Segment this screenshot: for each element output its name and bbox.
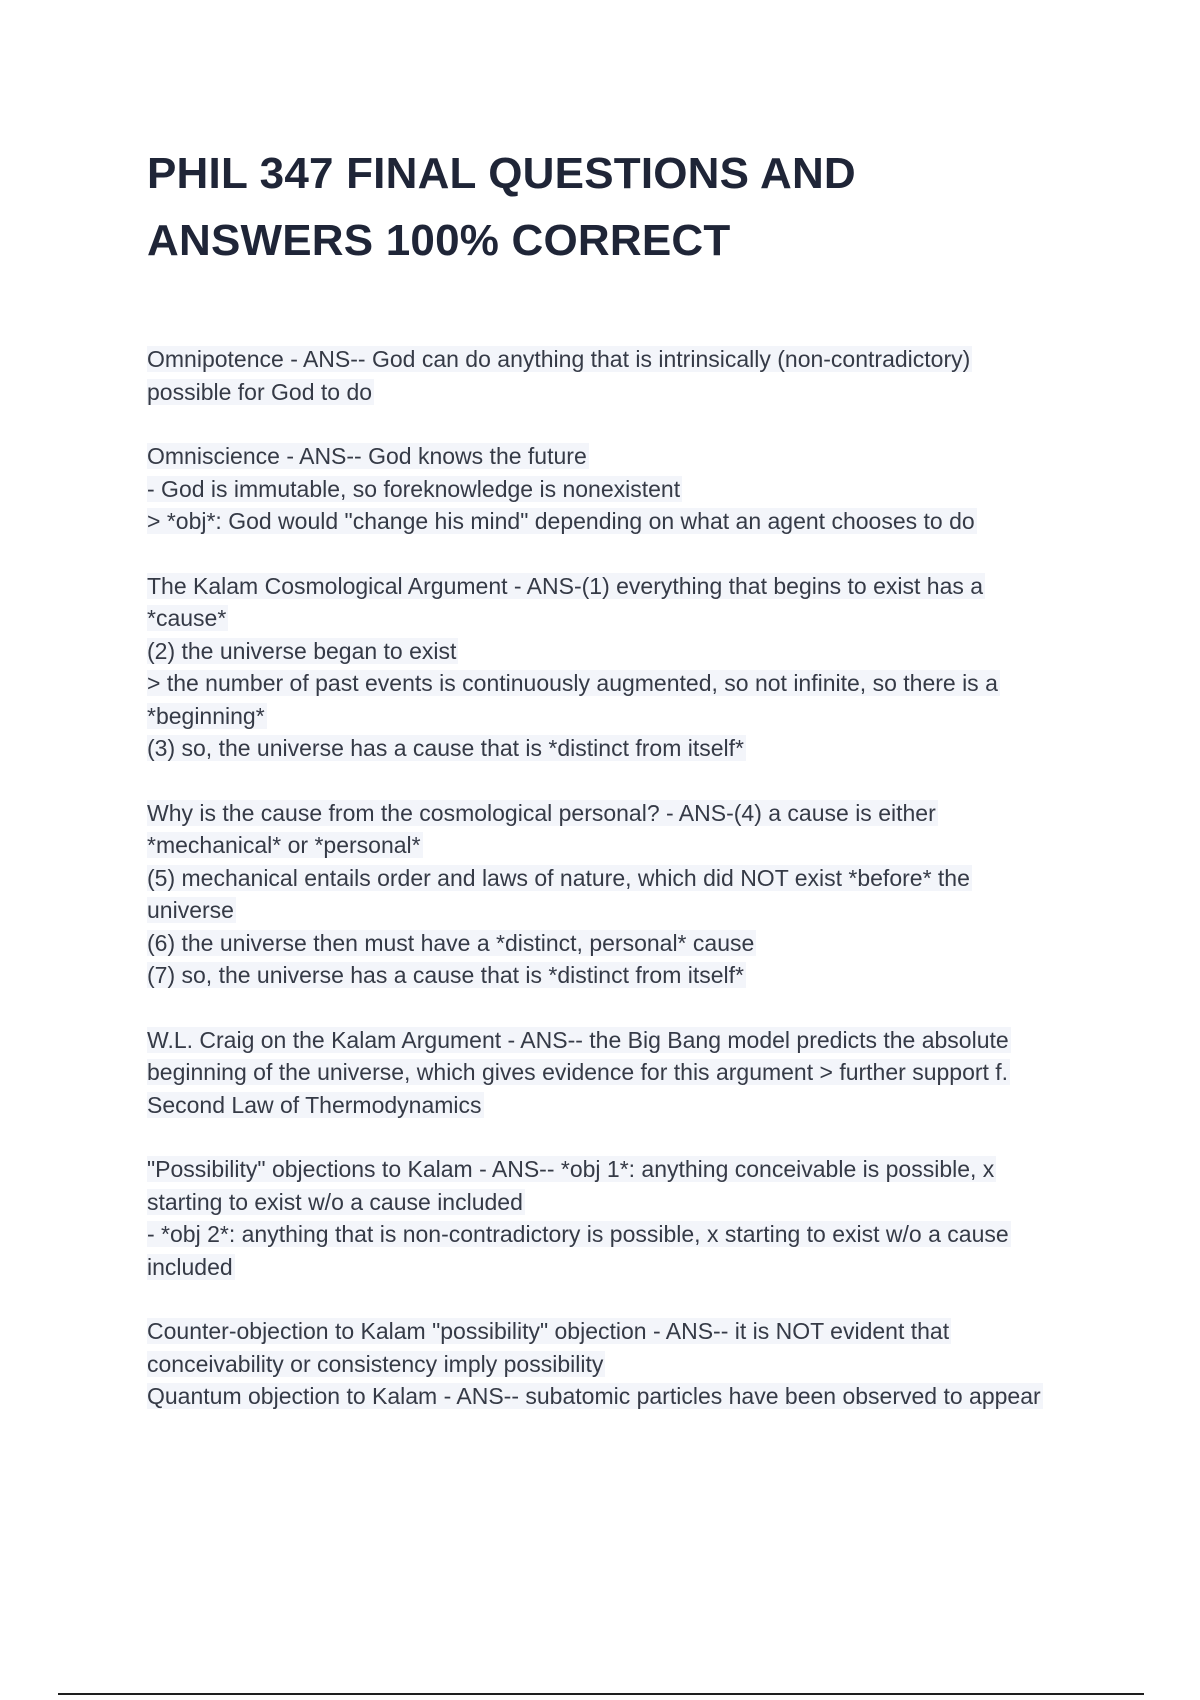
entry-line: Quantum objection to Kalam - ANS-- subatomic particles have been observed to appear [147, 1383, 1041, 1409]
entry-line: Second Law of Thermodynamics [147, 1091, 482, 1118]
entry-line: beginning of the universe, which gives evidence for this argument > further support f. [147, 1059, 1009, 1085]
qa-list [147, 343, 1107, 1413]
qa-entry-omniscience [147, 440, 1107, 538]
footer-divider [58, 1693, 1144, 1695]
entry-line: Omnipotence - ANS-- God can do anything that is intrinsically (non-contradictory) [147, 346, 971, 372]
entry-line: W.L. Craig on the Kalam Argument - ANS-- the Big Bang model predicts the absolute [147, 1026, 1009, 1053]
entry-line: Counter-objection to Kalam "possibility" objection - ANS-- it is NOT evident that [147, 1318, 950, 1344]
entry-line: universe [147, 897, 234, 923]
title-line-1: PHIL 347 FINAL QUESTIONS AND [147, 149, 856, 198]
entry-line: Omniscience - ANS-- God knows the future [147, 443, 587, 469]
qa-entry-kalam-argument [147, 570, 1107, 765]
entry-line: possible for God to do [147, 378, 373, 405]
entry-line: - God is immutable, so foreknowledge is nonexistent [147, 475, 681, 502]
document-title [147, 140, 1047, 274]
title-line-2: ANSWERS 100% CORRECT [147, 216, 731, 265]
entry-line: "Possibility" objections to Kalam - ANS-- *obj 1*: anything conceivable is possible, x [147, 1156, 995, 1182]
entry-line: > *obj*: God would "change his mind" depending on what an agent chooses to do [147, 508, 975, 534]
qa-entry-personal-cause [147, 797, 1107, 992]
entry-line: Why is the cause from the cosmological personal? - ANS-(4) a cause is either [147, 799, 936, 826]
entry-line: included [147, 1253, 233, 1280]
qa-entry-omnipotence [147, 343, 1107, 408]
qa-entry-craig-kalam [147, 1024, 1107, 1122]
entry-line: (6) the universe then must have a *distinct, personal* cause [147, 929, 755, 956]
entry-line: (5) mechanical entails order and laws of nature, which did NOT exist *before* the [147, 864, 970, 891]
entry-line: (2) the universe began to exist [147, 637, 457, 664]
entry-line: *cause* [147, 605, 227, 631]
qa-entry-possibility-objections [147, 1153, 1107, 1283]
entry-line: > the number of past events is continuously augmented, so not infinite, so there is a [147, 670, 998, 696]
qa-entry-counter-objection [147, 1315, 1107, 1413]
entry-line: conceivability or consistency imply possibility [147, 1350, 604, 1377]
entry-line: (3) so, the universe has a cause that is *distinct from itself* [147, 735, 744, 761]
entry-line: The Kalam Cosmological Argument - ANS-(1) everything that begins to exist has a [147, 572, 984, 599]
entry-line: *beginning* [147, 702, 265, 729]
entry-line: starting to exist w/o a cause included [147, 1188, 523, 1215]
entry-line: *mechanical* or *personal* [147, 832, 421, 858]
entry-line: (7) so, the universe has a cause that is *distinct from itself* [147, 962, 744, 988]
entry-line: - *obj 2*: anything that is non-contradictory is possible, x starting to exist w/o a cause [147, 1221, 1009, 1247]
